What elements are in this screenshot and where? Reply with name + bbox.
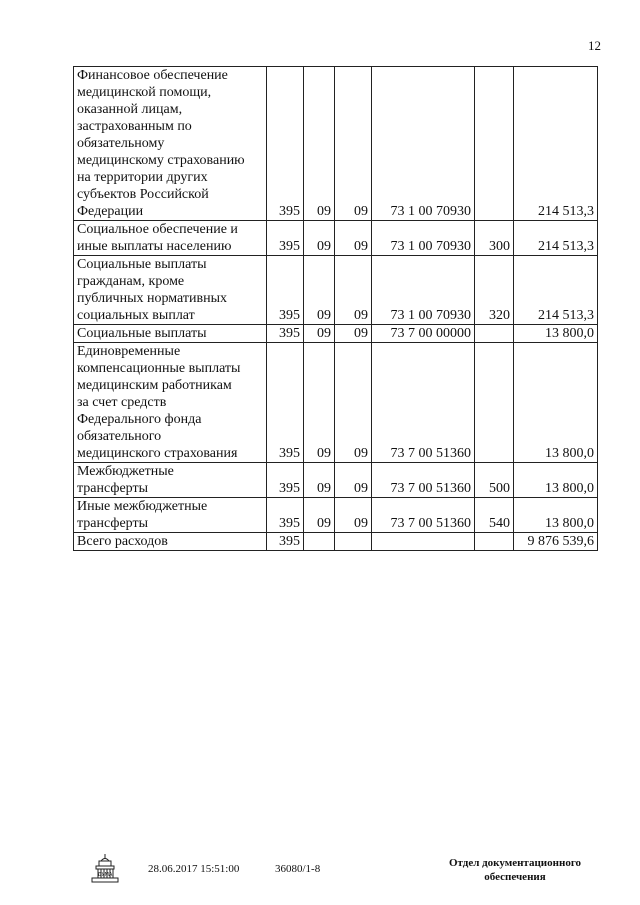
cell-target-article: 73 1 00 70930 [372, 67, 475, 221]
cell-amount: 9 876 539,6 [514, 533, 598, 551]
cell-grbs: 395 [267, 533, 304, 551]
emblem-text: ДУМА [97, 872, 113, 878]
cell-name: Межбюджетные трансферты [74, 463, 267, 498]
cell-target-article: 73 7 00 51360 [372, 463, 475, 498]
cell-target-article: 73 1 00 70930 [372, 256, 475, 325]
table-row [74, 343, 598, 463]
cell-amount: 13 800,0 [514, 498, 598, 533]
cell-subsection: 09 [335, 67, 372, 221]
cell-expense-type [475, 67, 514, 221]
cell-name: Всего расходов [74, 533, 267, 551]
cell-expense-type: 300 [475, 221, 514, 256]
cell-section: 09 [304, 498, 335, 533]
cell-name: Социальные выплаты [74, 325, 267, 343]
table-row [74, 498, 598, 533]
cell-name: Социальные выплаты гражданам, кроме публичных нормативных социальных выплат [74, 256, 267, 325]
cell-name: Иные межбюджетные трансферты [74, 498, 267, 533]
cell-grbs: 395 [267, 325, 304, 343]
cell-expense-type [475, 533, 514, 551]
cell-grbs: 395 [267, 343, 304, 463]
cell-name: Единовременные компенсационные выплаты медицинским работникам за счет средств Федерального фонда обязательного медицинского страхования [74, 343, 267, 463]
cell-section [304, 533, 335, 551]
cell-expense-type: 540 [475, 498, 514, 533]
cell-expense-type [475, 325, 514, 343]
table-row [74, 463, 598, 498]
footer-doc-number: 36080/1-8 [275, 863, 321, 875]
table-row [74, 533, 598, 551]
table-row [74, 221, 598, 256]
cell-subsection: 09 [335, 498, 372, 533]
cell-subsection: 09 [335, 343, 372, 463]
cell-target-article: 73 7 00 51360 [372, 343, 475, 463]
table-row [74, 67, 598, 221]
cell-amount: 214 513,3 [514, 256, 598, 325]
cell-name: Финансовое обеспечение медицинской помощи, оказанной лицам, застрахованным по обязательному медицинскому страхованию на территории других субъектов Российской Федерации [74, 67, 267, 221]
cell-section: 09 [304, 67, 335, 221]
cell-subsection: 09 [335, 463, 372, 498]
duma-emblem-icon [88, 852, 122, 886]
cell-subsection: 09 [335, 221, 372, 256]
expenditure-table [73, 66, 598, 551]
cell-target-article [372, 533, 475, 551]
footer-department: Отдел документационного обеспечения [448, 857, 582, 883]
table-row [74, 325, 598, 343]
cell-target-article: 73 7 00 00000 [372, 325, 475, 343]
cell-section: 09 [304, 221, 335, 256]
cell-expense-type [475, 343, 514, 463]
cell-target-article: 73 1 00 70930 [372, 221, 475, 256]
cell-amount: 13 800,0 [514, 463, 598, 498]
footer-datetime: 28.06.2017 15:51:00 [148, 863, 240, 875]
page-number: 12 [588, 38, 601, 53]
cell-expense-type: 320 [475, 256, 514, 325]
cell-subsection: 09 [335, 256, 372, 325]
cell-target-article: 73 7 00 51360 [372, 498, 475, 533]
cell-amount: 13 800,0 [514, 325, 598, 343]
cell-grbs: 395 [267, 463, 304, 498]
cell-grbs: 395 [267, 67, 304, 221]
cell-section: 09 [304, 325, 335, 343]
cell-grbs: 395 [267, 256, 304, 325]
cell-section: 09 [304, 343, 335, 463]
cell-expense-type: 500 [475, 463, 514, 498]
cell-amount: 214 513,3 [514, 221, 598, 256]
cell-grbs: 395 [267, 221, 304, 256]
table-row [74, 256, 598, 325]
cell-amount: 214 513,3 [514, 67, 598, 221]
cell-name: Социальное обеспечение и иные выплаты населению [74, 221, 267, 256]
cell-subsection [335, 533, 372, 551]
cell-section: 09 [304, 256, 335, 325]
cell-section: 09 [304, 463, 335, 498]
cell-subsection: 09 [335, 325, 372, 343]
cell-amount: 13 800,0 [514, 343, 598, 463]
cell-grbs: 395 [267, 498, 304, 533]
